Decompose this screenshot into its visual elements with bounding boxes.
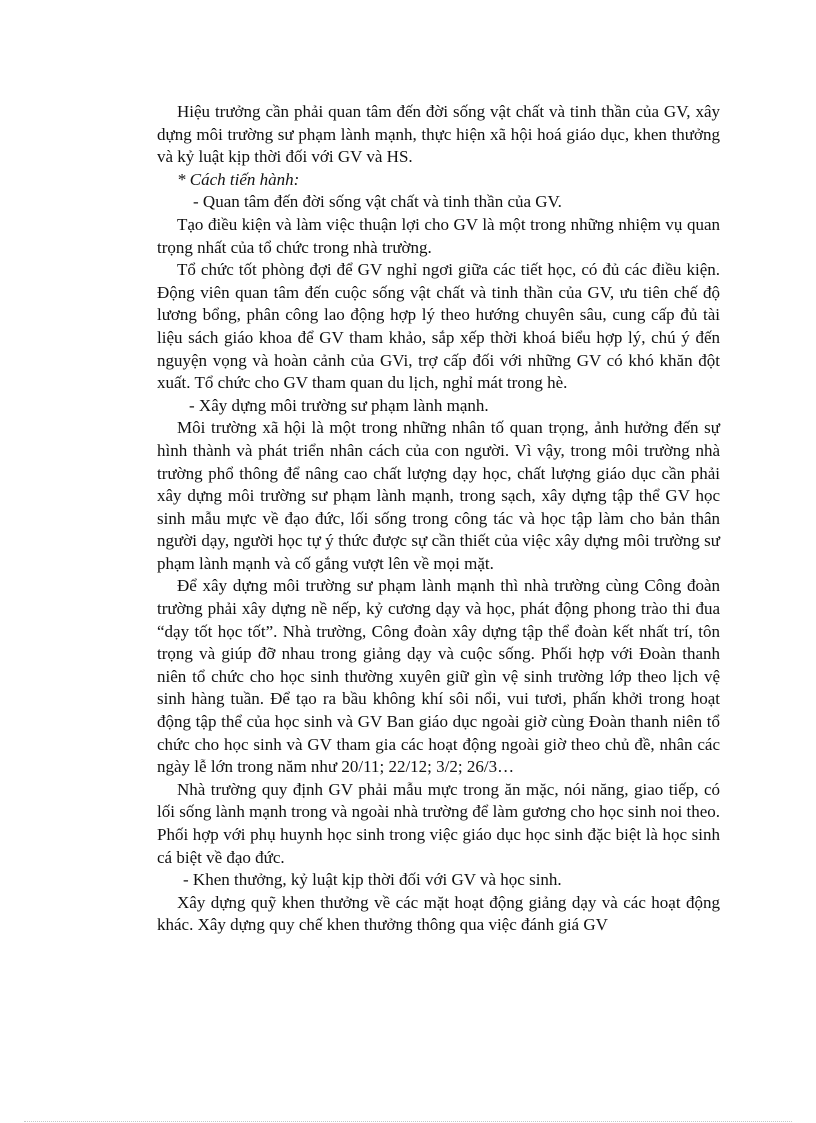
paragraph-union-cooperation: Để xây dựng môi trường sư phạm lành mạnh thì nhà trường cùng Công đoàn trường phải xây dựng nề nếp, kỷ cương dạy và học, phát động phong trào thi đua “dạy tốt học tốt”. Nhà trường, Công đoàn xây dựng tập thể đoàn kết nhất trí, tôn trọng và giúp đỡ nhau trong giảng dạy và cuộc sống. Phối hợp với Đoàn thanh niên tổ chức cho học sinh thường xuyên giữ gìn vệ sinh trường lớp theo lịch vệ sinh hàng tuần. Để tạo ra bầu không khí sôi nổi, vui tươi, phấn khởi trong hoạt động tập thể của học sinh và GV Ban giáo dục ngoài giờ cùng Đoàn thanh niên tổ chức cho học sinh và GV tham gia các hoạt động ngoài giờ theo chủ đề, nhân các ngày lễ lớn trong năm như 20/11; 22/12; 3/2; 26/3… bbox=[157, 576, 720, 777]
bullet-healthy-environment: - Xây dựng môi trường sư phạm lành mạnh. bbox=[189, 395, 489, 415]
bullet-rewards-discipline: - Khen thưởng, kỷ luật kịp thời đối với GV và học sinh. bbox=[183, 870, 562, 890]
paragraph-intro: Hiệu trưởng cần phải quan tâm đến đời sống vật chất và tinh thần của GV, xây dựng môi trường sư phạm lành mạnh, thực hiện xã hội hoá giáo dục, khen thưởng và kỷ luật kịp thời đối với GV và HS. bbox=[157, 102, 720, 167]
paragraph-reward-fund: Xây dựng quỹ khen thưởng về các mặt hoạt động giảng dạy và các hoạt động khác. Xây dựng quy chế khen thưởng thông qua việc đánh giá GV bbox=[157, 892, 720, 935]
paragraph-social-environment: Môi trường xã hội là một trong những nhân tố quan trọng, ảnh hưởng đến sự hình thành và phát triển nhân cách của con người. Vì vậy, trong môi trường nhà trường phổ thông để nâng cao chất lượng dạy học, chất lượng giáo dục cần phải xây dựng môi trường sư phạm lành mạnh, trong sạch, xây dựng tập thể GV học sinh mẫu mực về đạo đức, lối sống trong công tác và học tập làm cho bản thân người dạy, người học tự ý thức được sự cần thiết của việc xây dựng môi trường sư phạm lành mạnh và cố gắng vượt lên về mọi mặt. bbox=[157, 418, 720, 573]
section-heading-method: * Cách tiến hành: bbox=[177, 169, 300, 189]
paragraph-teacher-conduct: Nhà trường quy định GV phải mẫu mực trong ăn mặc, nói năng, giao tiếp, có lối sống lành mạnh trong và ngoài nhà trường để làm gương cho học sinh noi theo. Phối hợp với phụ huynh học sinh trong việc giáo dục học sinh đặc biệt là học sinh cá biệt về đạo đức. bbox=[157, 779, 720, 867]
page-bottom-divider bbox=[24, 1121, 792, 1122]
paragraph-favorable-conditions: Tạo điều kiện và làm việc thuận lợi cho GV là một trong những nhiệm vụ quan trọng nhất của tổ chức trong nhà trường. bbox=[157, 214, 720, 257]
document-page bbox=[157, 101, 720, 937]
bullet-living-conditions: - Quan tâm đến đời sống vật chất và tinh thần của GV. bbox=[193, 192, 562, 212]
paragraph-organization: Tổ chức tốt phòng đợi để GV nghỉ ngơi giữa các tiết học, có đủ các điều kiện. Động viên quan tâm đến cuộc sống vật chất và tinh thần của GV, ưu tiên chế độ lương bổng, phân công lao động hợp lý theo hướng chuyên sâu, cung cấp đủ tài liệu sách giáo khoa để GV tham khảo, sắp xếp thời khoá biểu hợp lý, chú ý đến nguyện vọng và hoàn cảnh của GVi, trợ cấp đối với những GV có khó khăn đột xuất. Tổ chức cho GV tham quan du lịch, nghỉ mát trong hè. bbox=[157, 260, 720, 393]
